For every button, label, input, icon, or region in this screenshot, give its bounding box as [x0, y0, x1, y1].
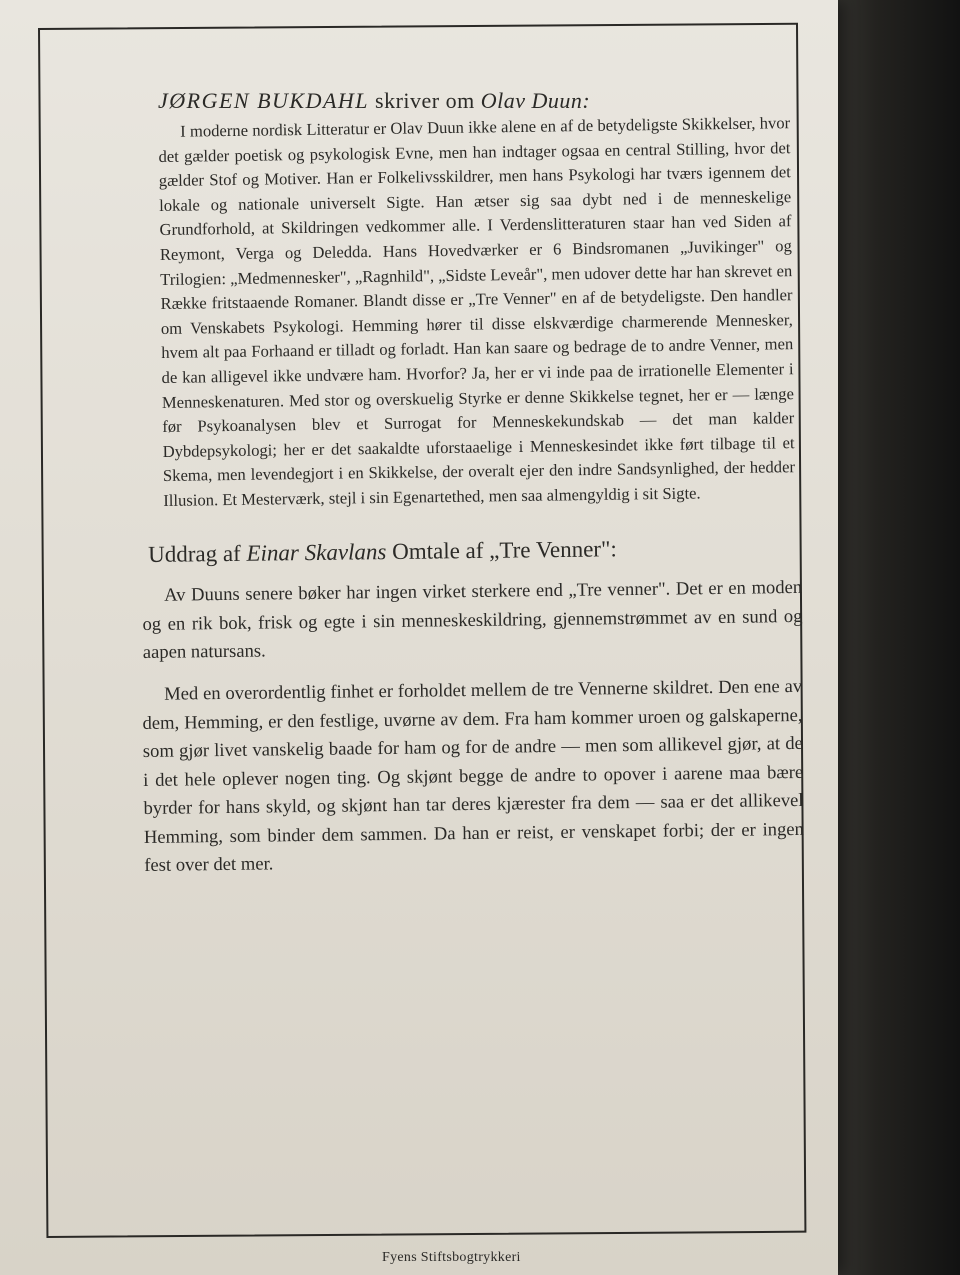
- heading2-suffix: Omtale af „Tre Venner":: [386, 535, 617, 564]
- printer-imprint: Fyens Stiftsbogtrykkeri: [382, 1250, 521, 1265]
- heading2-author: Einar Skavlans: [246, 538, 387, 566]
- page-content: [110, 88, 804, 895]
- review-paragraph-2: Av Duuns senere bøker har ingen virket sterkere end „Tre venner". Det er en moden og en rik bok, frisk og egte i sin menneskeskildring, gjennemstrømmet av en sund og aapen natursans.: [142, 576, 803, 663]
- byline-author: JØRGEN BUKDAHL: [158, 88, 370, 113]
- review-heading-2: [148, 534, 740, 567]
- background-dark: [820, 0, 960, 1275]
- review-paragraph-1: I moderne nordisk Litteratur er Olav Duun ikke alene en af de betydeligste Skikkelser, hvor det gælder poetisk og psykologisk Evne, men han indtager ogsaa en central Stilling, hvor det gælder Stof og Motiver. Han er Folkelivsskildrer, men hans Psykologi har tværs igennem det lokale og nationale universelt Sigte. Han ætser sig saa dybt ned i de menneskelige Grundforhold, at Skildringen vedkommer alle. I Verdenslitteraturen staar han ved Siden af Reymont, Verga og Deledda. Hans Hovedværker er 6 Bindsromanen „Juvikinger" og Trilogien: „Medmennesker", „Ragnhild", „Sidste Leveår", men udover dette har han skrevet en Række fritstaaende Romaner. Blandt disse er „Tre Venner" en af de betydeligste. Den handler om Venskabets Psykologi. Hemming hører til disse elskværdige charmerende Mennesker, hvem alt paa Forhaand er tilladt og forladt. Han kan saare og bedrage de to andre Venner, men de kan alligevel ikke undvære ham. Hvorfor? Ja, her er vi inde paa de irrationelle Elementer i Menneskenaturen. Med stor og overskuelig Styrke er denne Skikkelse tegnet, her er — længe før Psykoanalysen blev et Surrogat for Menneskekundskab — det man kalder Dybdepsykologi; her er det saakaldte uforstaaelige i Menneskesindet ikke ført tilbage til et Skema, men levendegjort i en Skikkelse, der overalt ejer den indre Sandsynlighed, der hedder Illusion. Et Mesterværk, stejl i sin Egenartethed, men saa almengyldig i sit Sigte.: [158, 113, 796, 510]
- byline-verb: skriver om: [369, 88, 481, 113]
- review-paragraph-3: Med en overordentlig finhet er forholdet mellem de tre Vennerne skildret. Den ene av dem, Hemming, er den festlige, uvørne av dem. Fra ham kommer uroen og galskaperne, som gjør livet vanskelig baade for ham og for de andre — men som allikevel gjør, at de i det hele oplever nogen ting. Og skjønt begge de andre to opover i aarene maa bære byrder for hans skyld, og skjønt han tar deres kjærester fra dem — saa er det allikevel Hemming, som binder dem sammen. Da han er reist, er venskapet forbi; der er ingen fest over det mer.: [142, 675, 804, 876]
- byline-subject: Olav Duun:: [480, 88, 591, 113]
- heading2-prefix: Uddrag af: [148, 540, 247, 567]
- review-byline-1: [158, 88, 740, 114]
